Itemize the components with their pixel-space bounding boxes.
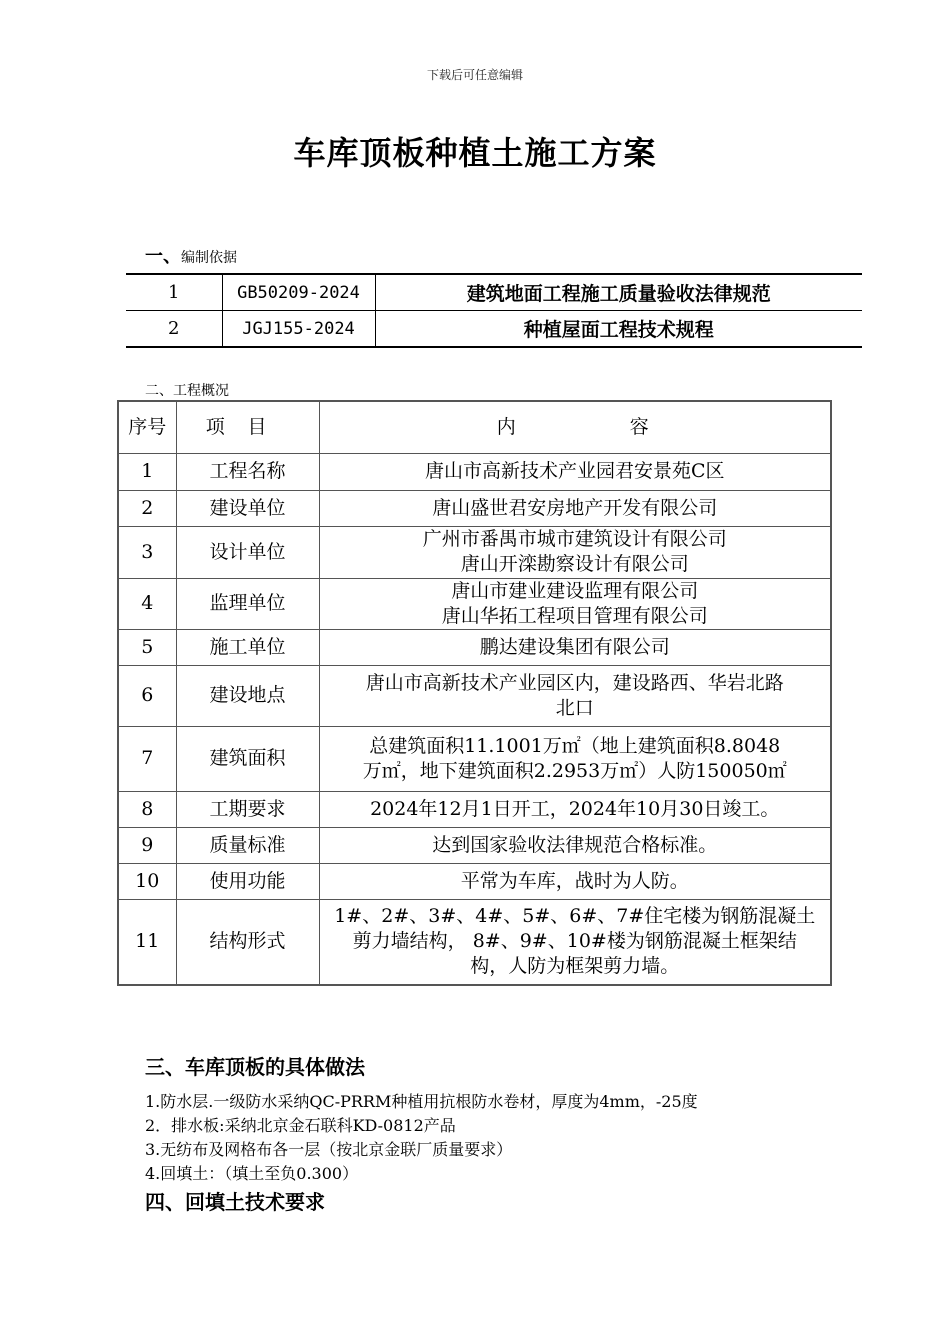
row-item: 建筑面积 — [176, 726, 319, 791]
content-line: 唐山盛世君安房地产开发有限公司 — [432, 496, 718, 519]
reference-row — [126, 311, 862, 348]
list-item: 1.防水层.一级防水采纳QC-PRRM种植用抗根防水卷材，厚度为4mm，-25度 — [145, 1092, 698, 1111]
row-no: 2 — [118, 490, 176, 526]
row-item: 施工单位 — [176, 629, 319, 665]
table-row — [118, 578, 831, 629]
table-row — [118, 827, 831, 863]
row-item: 工程名称 — [176, 453, 319, 490]
row-item: 结构形式 — [176, 899, 319, 985]
row-content — [319, 629, 831, 665]
content-line: 总建筑面积11.1001万㎡（地上建筑面积8.8048 — [369, 734, 781, 757]
content-line: 唐山市建业建设监理有限公司 — [451, 579, 699, 602]
table-row — [118, 490, 831, 526]
row-no: 8 — [118, 791, 176, 827]
section-1-heading — [145, 242, 237, 268]
row-item: 使用功能 — [176, 863, 319, 899]
row-no: 6 — [118, 665, 176, 726]
content-line: 唐山开滦勘察设计有限公司 — [460, 553, 689, 575]
list-item: 4.回填土：（填土至负0.300） — [145, 1164, 359, 1183]
practice-list — [145, 1090, 698, 1186]
row-item: 建设地点 — [176, 665, 319, 726]
header-seq: 序号 — [118, 401, 176, 453]
reference-table — [126, 273, 862, 348]
content-line: 唐山华拓工程项目管理有限公司 — [441, 604, 708, 627]
row-item: 监理单位 — [176, 578, 319, 629]
row-content — [319, 453, 831, 490]
content-line: 1#、2#、3#、4#、5#、6#、7#住宅楼为钢筋混凝土 — [334, 905, 816, 928]
table-row — [118, 791, 831, 827]
row-no: 5 — [118, 629, 176, 665]
list-item: 2．排水板:采纳北京金石联科KD-0812产品 — [145, 1116, 456, 1135]
row-content — [319, 490, 831, 526]
row-no: 10 — [118, 863, 176, 899]
content-line: 鹏达建设集团有限公司 — [479, 635, 670, 658]
row-item: 工期要求 — [176, 791, 319, 827]
row-content — [319, 526, 831, 578]
row-no: 7 — [118, 726, 176, 791]
table-row — [118, 453, 831, 490]
header-content: 内容 — [319, 401, 831, 453]
table-row — [118, 863, 831, 899]
row-item: 建设单位 — [176, 490, 319, 526]
content-line: 唐山市高新技术产业园区内，建设路西、华岩北路 — [365, 671, 784, 694]
content-line: 2024年12月1日开工，2024年10月30日竣工。 — [370, 797, 780, 820]
table-row — [118, 899, 831, 985]
row-content — [319, 726, 831, 791]
row-content — [319, 863, 831, 899]
content-line: 广州市番禺市城市建筑设计有限公司 — [422, 528, 727, 550]
content-line: 达到国家验收法律规范合格标准。 — [432, 833, 718, 856]
reference-no: 2 — [126, 311, 222, 348]
row-content — [319, 827, 831, 863]
content-line: 剪力墙结构， 8#、9#、10#楼为钢筋混凝土框架结 — [352, 930, 797, 953]
section-2-heading: 二、工程概况 — [145, 383, 229, 399]
row-no: 9 — [118, 827, 176, 863]
row-content — [319, 578, 831, 629]
section-1-number: 一、 — [145, 246, 181, 267]
table-row — [118, 665, 831, 726]
row-no: 1 — [118, 453, 176, 490]
reference-no: 1 — [126, 274, 222, 311]
row-item: 质量标准 — [176, 827, 319, 863]
content-line: 万㎡，地下建筑面积2.2953万㎡）人防150050㎡ — [362, 759, 787, 782]
header-item: 项目 — [176, 401, 319, 453]
table-row — [118, 629, 831, 665]
row-content — [319, 791, 831, 827]
row-no: 4 — [118, 578, 176, 629]
list-item: 3.无纺布及网格布各一层（按北京金联厂质量要求） — [145, 1140, 513, 1159]
document-title: 车库顶板种植土施工方案 — [293, 134, 657, 172]
row-content — [319, 665, 831, 726]
section-3-heading: 三、车库顶板的具体做法 — [145, 1055, 365, 1079]
header-note: 下载后可任意编辑 — [426, 68, 523, 82]
content-line: 平常为车库，战时为人防。 — [460, 869, 689, 892]
reference-name: 建筑地面工程施工质量验收法律规范 — [375, 274, 862, 311]
row-no: 3 — [118, 526, 176, 578]
overview-header-row — [118, 401, 831, 453]
reference-code: GB50209-2024 — [222, 274, 375, 311]
row-content — [319, 899, 831, 985]
reference-code: JGJ155-2024 — [222, 311, 375, 348]
row-item: 设计单位 — [176, 526, 319, 578]
content-line: 构，人防为框架剪力墙。 — [470, 955, 680, 978]
reference-name: 种植屋面工程技术规程 — [375, 311, 862, 348]
section-4-heading: 四、回填土技术要求 — [145, 1190, 325, 1214]
content-line: 唐山市高新技术产业园君安景苑C区 — [424, 460, 725, 482]
section-1-title: 编制依据 — [181, 250, 237, 266]
row-no: 11 — [118, 899, 176, 985]
reference-row — [126, 274, 862, 311]
content-line: 北口 — [555, 696, 594, 719]
table-row — [118, 726, 831, 791]
overview-table — [117, 400, 832, 986]
table-row — [118, 526, 831, 578]
